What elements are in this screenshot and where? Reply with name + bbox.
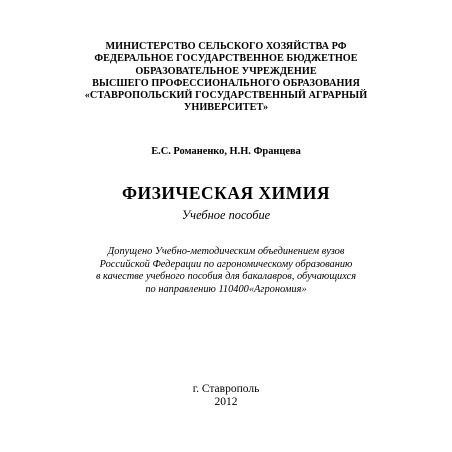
approval-line: Допущено Учебно-методическим объединением вузов	[107, 246, 345, 257]
header-line: «СТАВРОПОЛЬСКИЙ ГОСУДАРСТВЕННЫЙ АГРАРНЫЙ	[84, 90, 368, 102]
header-line: ОБРАЗОВАТЕЛЬНОЕ УЧРЕЖДЕНИЕ	[135, 65, 317, 77]
header-line: ВЫСШЕГО ПРОФЕССИОНАЛЬНОГО ОБРАЗОВАНИЯ	[92, 77, 360, 89]
book-title: ФИЗИЧЕСКАЯ ХИМИЯ	[121, 183, 330, 203]
approval-line: Российской Федерации по агрономическому образованию	[99, 258, 353, 270]
approval-statement	[30, 246, 422, 296]
approval-line: в качестве учебного пособия для бакалавров, обучающихся	[95, 271, 357, 283]
book-subtitle: Учебное пособие	[181, 208, 271, 222]
header-line: УНИВЕРСИТЕТ»	[183, 102, 269, 114]
institution-header	[40, 41, 412, 115]
approval-line: по направлению 110400«Агрономия»	[145, 283, 307, 295]
authors: Е.С. Романенко, Н.Н. Францева	[151, 146, 301, 157]
publication-year: 2012	[214, 396, 238, 408]
publication-city: г. Ставрополь	[192, 383, 260, 395]
header-line: ФЕДЕРАЛЬНОЕ ГОСУДАРСТВЕННОЕ БЮДЖЕТНОЕ	[94, 53, 358, 65]
header-line: МИНИСТЕРСТВО СЕЛЬСКОГО ХОЗЯЙСТВА РФ	[105, 41, 347, 52]
